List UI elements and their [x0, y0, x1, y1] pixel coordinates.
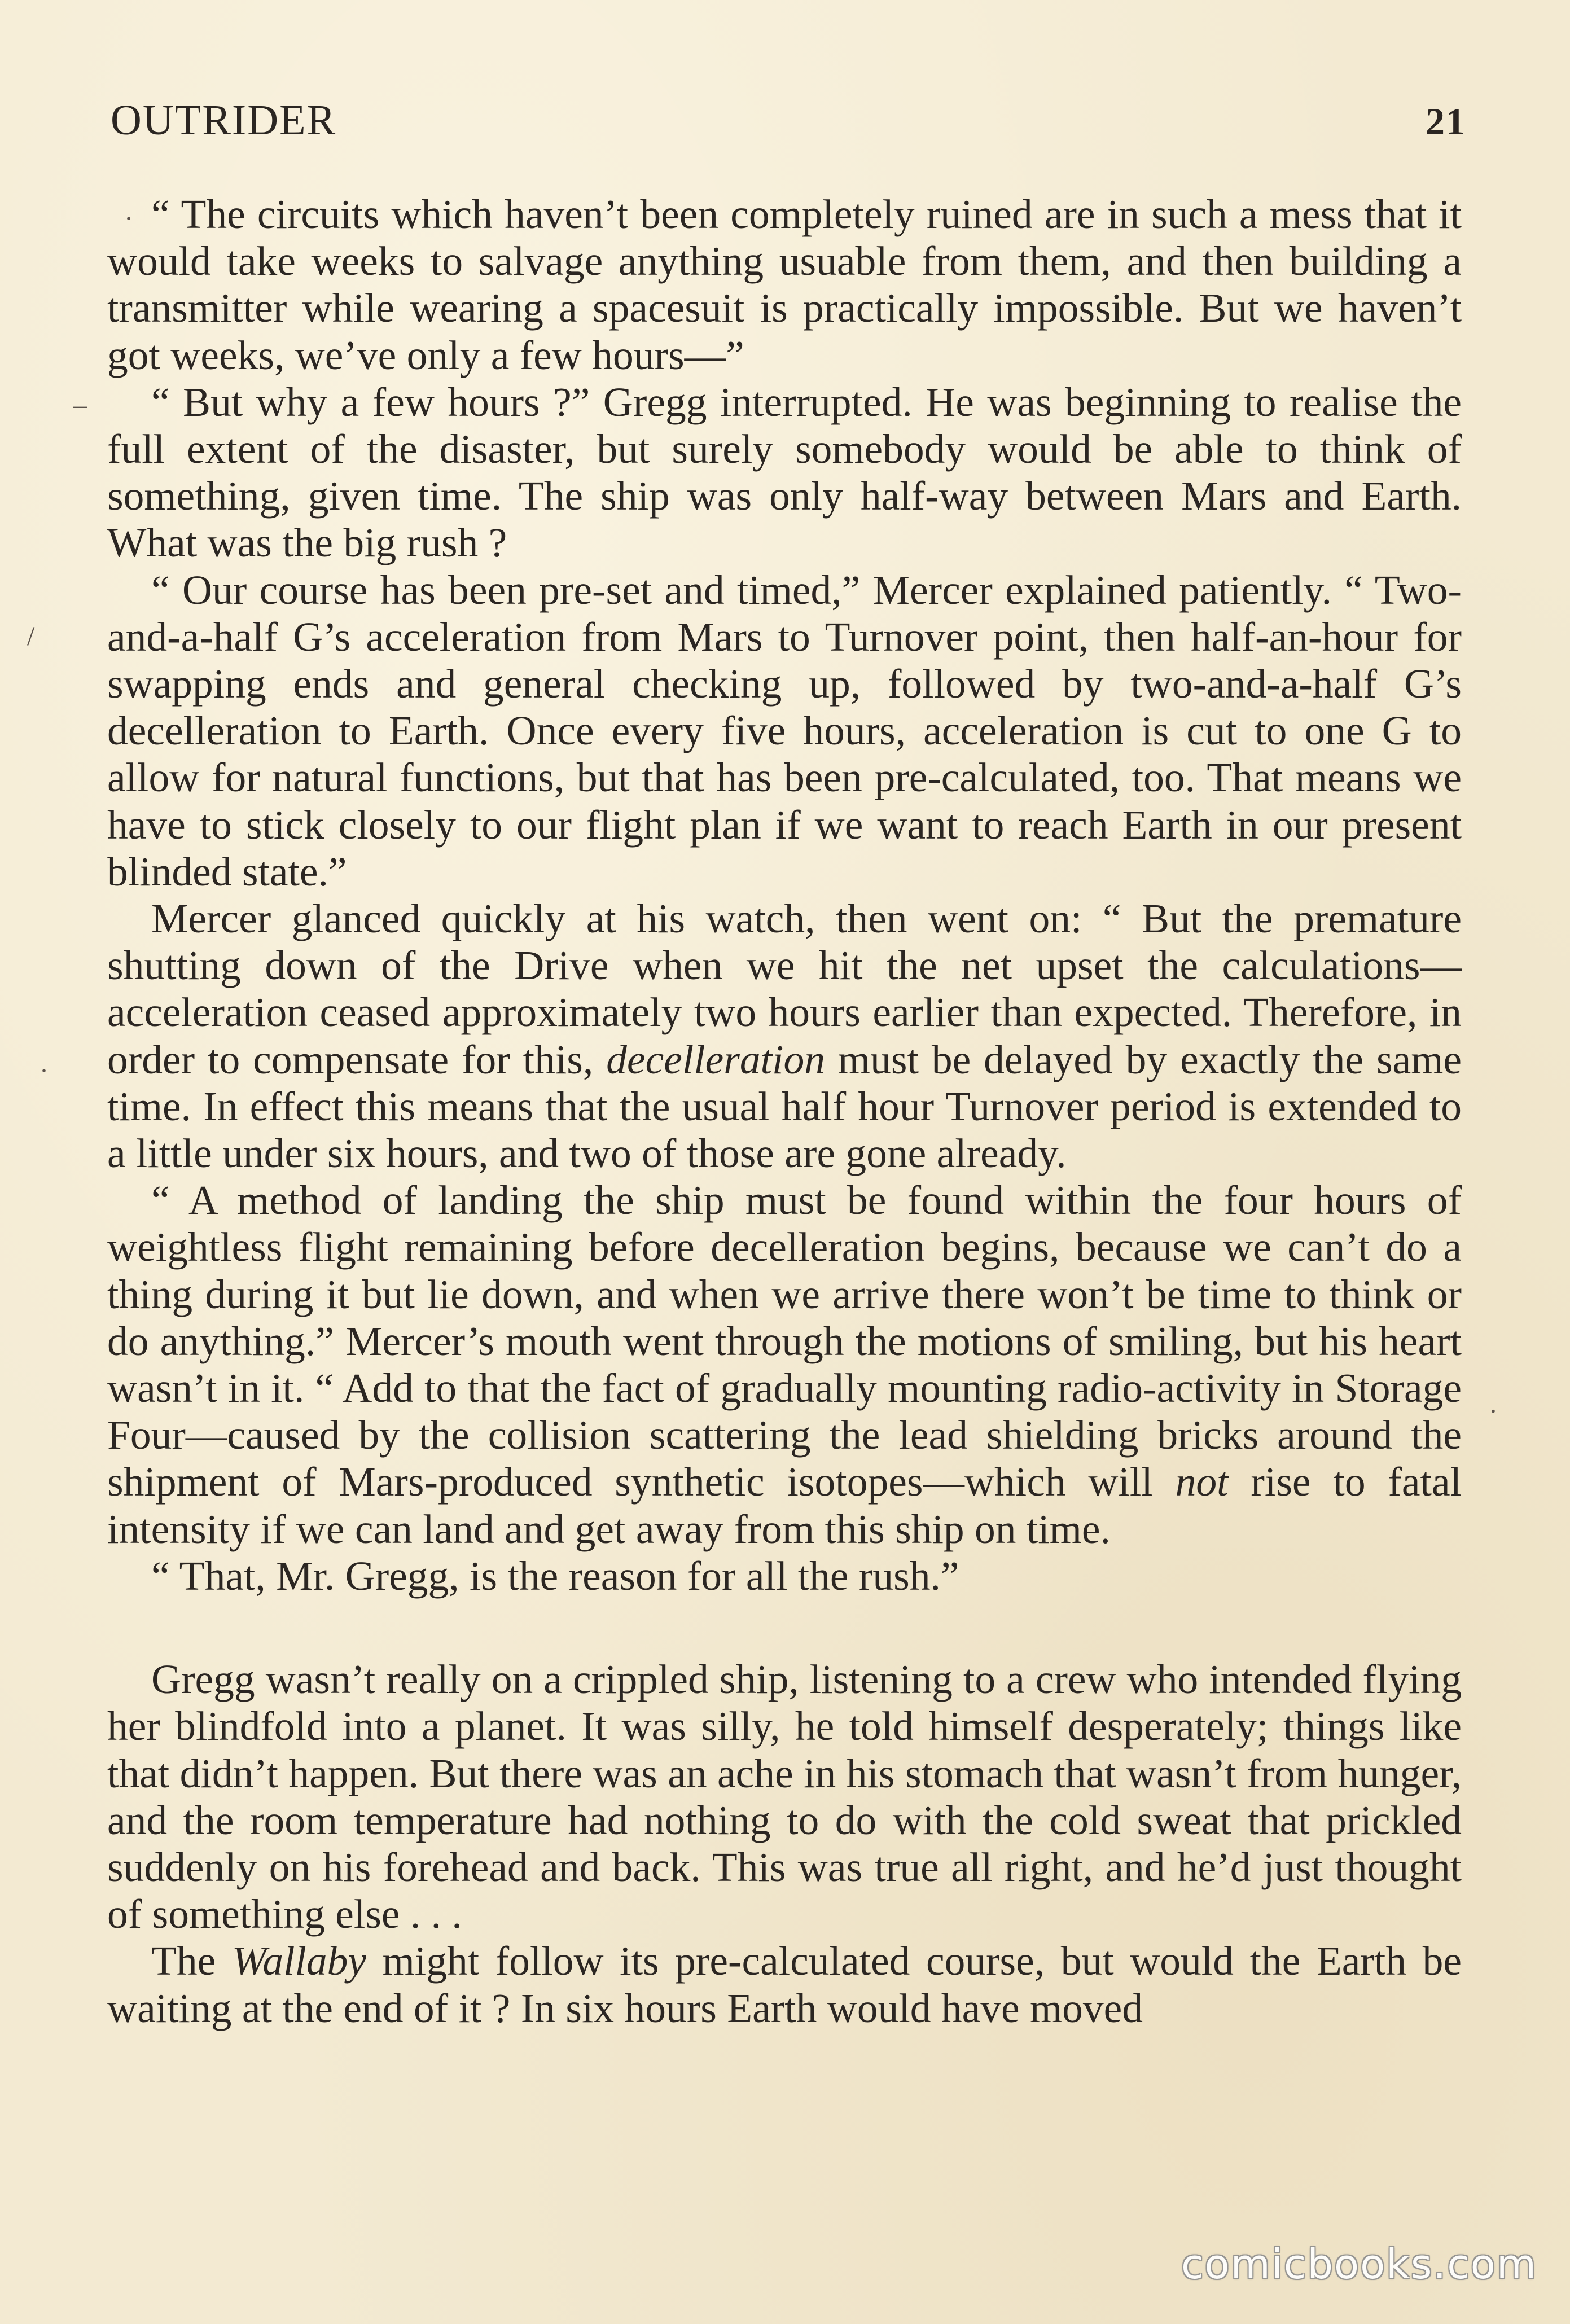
- italic-emphasis: decelleration: [606, 1036, 825, 1082]
- stray-mark: ·: [124, 204, 133, 234]
- watermark: comicbooks.com: [1181, 2240, 1537, 2288]
- ship-name: Wallaby: [231, 1938, 367, 1984]
- stray-mark: .: [1490, 1389, 1497, 1419]
- paragraph: The Wallaby might follow its pre-calculated course, but would the Earth be waiting at the end of it ? In six hours Earth would have moved: [107, 1938, 1462, 2031]
- section-break: [107, 1599, 1462, 1656]
- running-head: [111, 96, 1466, 158]
- page-number: 21: [1426, 100, 1466, 143]
- stray-mark: ·: [40, 1056, 49, 1086]
- paragraph: “ The circuits which haven’t been completely ruined are in such a mess that it would take weeks to salvage anything usuable from them, and then building a transmitter while wearing a spacesuit is practically impossible. But we haven’t got weeks, we’ve only a few hours—”: [107, 191, 1462, 378]
- body-text: [107, 191, 1462, 2032]
- paragraph: “ That, Mr. Gregg, is the reason for all the rush.”: [151, 1553, 959, 1599]
- italic-emphasis: not: [1175, 1459, 1229, 1505]
- stray-mark: –: [73, 390, 87, 420]
- paragraph: “ Our course has been pre-set and timed,” Mercer explained patiently. “ Two-and-a-half G’s acceleration from Mars to Turnover point, then half-an-hour for swapping ends and general checking up, followed by two-and-a-half G’s decelleration to Earth. Once every five hours, acceleration is cut to one G to allow for natural functions, but that has been pre-calculated, too. That means we have to stick closely to our flight plan if we want to reach Earth in our present blinded state.”: [107, 567, 1462, 894]
- running-title: OUTRIDER: [111, 97, 337, 144]
- paragraph: “ A method of landing the ship must be found within the four hours of weightless flight remaining before decelleration begins, because we can’t do a thing during it but lie down, and when we arrive there won’t be time to think or do anything.” Mercer’s mouth went through the motions of smiling, but his heart wasn’t in it. “ Add to that the fact of gradually mounting radio-activity in Storage Four—caused by the collision scattering the lead shielding bricks around the shipment of Mars-produced synthetic isotopes—which will not rise to fatal intensity if we can land and get away from this ship on time.: [107, 1177, 1462, 1552]
- paragraph: “ But why a few hours ?” Gregg interrupted. He was beginning to realise the full extent of the disaster, but surely somebody would be able to think of something, given time. The ship was only half-way between Mars and Earth. What was the big rush ?: [107, 379, 1462, 566]
- paragraph: Gregg wasn’t really on a crippled ship, listening to a crew who intended flying her blindfold into a planet. It was silly, he told himself desperately; things like that didn’t happen. But there was an ache in his stomach that wasn’t from hunger, and the room temperature had nothing to do with the cold sweat that prickled suddenly on his forehead and back. This was true all right, and he’d just thought of something else . . .: [107, 1656, 1462, 1937]
- stray-mark: /: [27, 621, 35, 651]
- paragraph: Mercer glanced quickly at his watch, then went on: “ But the premature shutting down of the Drive when we hit the net upset the calculations—acceleration ceased approximately two hours earlier than expected. Therefore, in order to compensate for this, decelleration must be delayed by exactly the same time. In effect this means that the usual half hour Turnover period is extended to a little under six hours, and two of those are gone already.: [107, 896, 1462, 1177]
